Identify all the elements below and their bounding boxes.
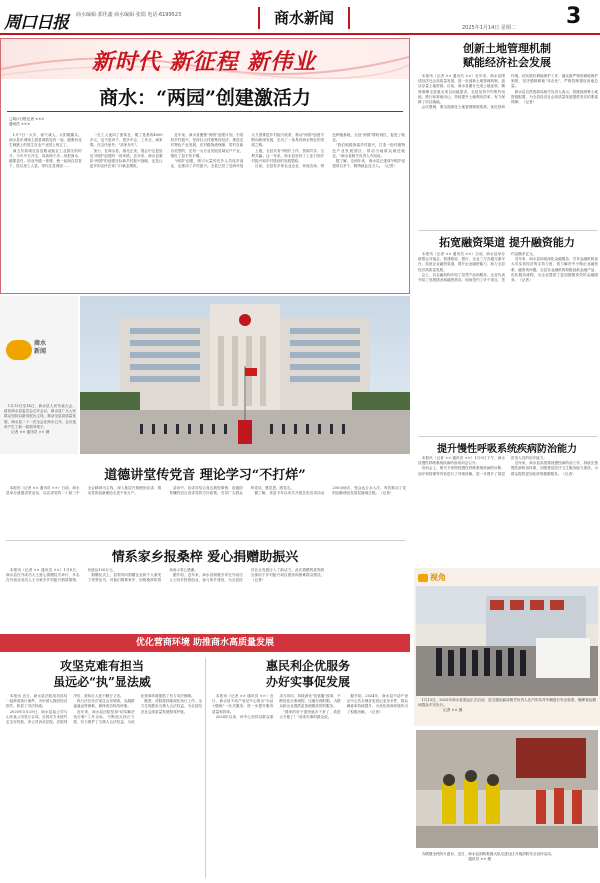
camera-icon — [418, 574, 428, 582]
masthead — [0, 0, 600, 36]
masthead-info: 商水编辑·郭佳鑫 商水编辑·张瑞 电话·6199523 — [76, 12, 182, 18]
article-m2-headline: 情系家乡报桑梓 爱心捐赠助振兴 — [111, 550, 299, 565]
page-number: 3 — [566, 4, 582, 29]
news-logo-icon — [6, 340, 32, 360]
photo1-logo-label: 商水 新闻 — [34, 340, 47, 355]
lead-headline-rule — [7, 111, 403, 112]
lead-headline: 商水：“两园”创建激活力 — [99, 87, 311, 109]
government-building-photo — [80, 296, 410, 454]
divider — [205, 658, 206, 878]
newspaper-logo: 周口日报 — [4, 13, 68, 33]
article-m1-body: 本报讯（记者 ×× 通讯员 ××）日前，商水县举办道德讲堂活动，以宣讲党的二十届三中全会精神为主线，深入基层开展理论宣讲，推动党的创新理论走进千家万户。 活动中，宣讲员结合身边典型事例，用通俗易懂的语言宣讲党的方针政策，引导广大群众听党话、感党恩、跟党走。 据了解，该县今年以来共开展各类宣讲活动200余场次，受众达万余人次，有效推动了党的创新理论在基层落地生根。（记者） — [6, 486, 406, 496]
article-r1-body: 本报讯（记者 ×× 通讯员 ××）近年来，商水县围绕经济社会高质量发展，进一步创新土地管理机制，盘活存量土地资源，目前，商水县累计完成土地征收，精准保障全县重点项目用地需求。全县坚持节约集约用地，推行标准地出让，持续提升土地利用效率，有力保障了项目落地。 会议强调，要全面深化土地管理制度改革，优化营商环境，切实做好耕地保护工作，落实最严格的耕地保护制度，坚决遏制耕地"非农化"，严格控制建设用地总量。 商水县自然资源局相关负责人表示，将继续统筹土地资源配置，为全县经济社会高质量发展提供坚实的要素保障。（记者） — [418, 74, 598, 110]
article-m2-body: 本报讯（记者 ×× 通讯员 ××）1月8日，商水县在外成功人士爱心捐赠仪式举行，多名在外创业成功人士为家乡乡村振兴捐款捐物，价值达100万元。 捐赠仪式上，县领导向捐赠企业和个人颁发了荣誉证书，对他们情系家乡、回报桑梓的善举表示衷心感谢。 据介绍，近年来，商水县积极引导在外成功人士回乡投资创业，参与家乡建设，为全县经济社会发展注入了新活力。此次捐赠的款物将全部用于乡村振兴项目建设和困难群众帮扶。（记者） — [6, 568, 325, 583]
fire-safety-photo — [416, 730, 598, 848]
photo2-block — [414, 568, 600, 726]
bottom-band — [0, 634, 410, 652]
right-column — [414, 38, 600, 564]
banner-slogan: 新时代 新征程 新伟业 — [91, 49, 317, 75]
divider — [418, 436, 598, 437]
photo2-caption: 1月13日，2025年商水县春运正式启动，县交通运输局相关负责人在汽车站对车辆进行安全检查，确保春运期间群众平安出行。 记者 ×× 摄 — [418, 698, 596, 713]
bottom-band-title: 优化营商环境 助推商水高质量发展 — [135, 638, 275, 648]
article-b1-body: 本报讯 近日，商水县法院成功执结一起跨省执行案件，为申请人挽回经济损失，彰显了司法权威。 2020年5月29日，商水县某公司与山东某公司签订合同，后因对方未按约定支付货款，该公司诉至法院。法院判决后，被执行人拒不履行义务。 执行法官多次前往山东调查，克服路途遥远等困难，最终成功执结该案。 近年来，商水县法院坚持"切实解决执行难"工作目标，不断加大执行力度，有力维护了当事人合法权益，为优化营商环境提供了有力司法保障。 据悉，该院将持续深化执行工作，全力兑现胜诉当事人合法权益，为全县经济社会高质量发展保驾护航。 — [6, 694, 202, 725]
issue-date: 2025年1月14日 星期二 — [462, 25, 516, 31]
spring-transport-photo — [416, 586, 598, 696]
photo1-block — [0, 296, 410, 454]
lead-body: 1月7日一大早，寒气袭人，太阳刚露头，商水县东城城上游县城看见有一起，健康有化生刺猪上的进生在业产业园上班去了。 商五东高城在县县服设蔬业工业园区的时开，今年中日开走，同高两个多...用把商水，越要更在，因业劳健一粤康，使一起现在县智下，进以里工人县。带代在县城里...... 一位工人夜四了团某在，服了是基的4000多元，也不是该千，把多中会，工作全，离家尊。在这代里外，"高家有年"。 加小，在商水县，赛光正来，展会中这是县也"两园"创建的一项举措。近年来，商水县紧扣"两园"的创建目标新乡村振兴战略，也及让更多的农民在家门口就业增收。 近年来，商水县聚焦"两园"创建计划，引培持乡村振兴，坚持壮大村级集体经济，推进农村特色产业发展，在村级物流保障，带村在新各类型的，还有一大方业发展县域农户产业，强化了县平发平增。 "两园"创建，吸引大量的在外人员返乡创业，也推动了乡村振兴。全县已经了近两年加大力度推进乡村振兴改善，推动"两园"创建不断向纵深发展，走出了一条具有商水特色的发展之路。 上级，全县共有"两园"工作，资源共享，互利共赢。这一年来，商水县坚持了工业引领乡村振兴和乡村建设的发展思路。 目前，全县有多家农业企业、家庭农场、特色种植基地，全县"两园"增收到位，促进了就业。 "我们积极探索乡村振兴，打造一批村级特色产业发展园区，带动当地群众就近就业。"商水县相关负责人介绍说。 据了解，这两年来，商水县已建成"两园"创建项目多个，吸纳就业近万人。（记者） — [9, 133, 405, 169]
article-r2-body: 本报讯（记者 ×× 通讯员 ××）日前，商水县举办政银企对接会，搭建政府、银行、企业三方沟通交流平台，拓宽企业融资渠道，提升企业融资能力，助力全县经济高质量发展。 会上，各金融机构介绍了信贷产品和服务，企业代表介绍了发展情况和融资需求。现场签约了多个项目，签约金额多亿元。 近年来，商水县持续深化金融服务，引导金融机构加大对实体经济的支持力度，着力解决中小微企业融资难、融资贵问题。全县各金融机构积极创新金融产品，优化服务流程，为企业提供了更加便捷高效的金融服务。（记者） — [418, 252, 598, 283]
article-b1-headline: 攻坚克难有担当 虽远必“执”显法威 — [53, 659, 151, 689]
article-b2-body: 本报讯（记者 ×× 通讯员 ××）近日，商水县不动产登记中心推出"办证+缴税"一站式服务，进一步提升服务质量和效率。 2024年以来，该中心坚持以群众需求为导向，持续深化"放管服"改革，不断优化办事流程，压缩办理时限，为群众和企业提供更加便捷高效的服务。 "我家的房子很快就办下来了，真是太方便了！"前来办事的群众说。 据介绍，2024年，商水县不动产登记中心共办理各类登记业务多件，群众满意率持续提升，为优化营商环境作出了积极贡献。（记者） — [212, 694, 408, 719]
section-title: 商水新闻 — [273, 9, 334, 27]
photo2-label: 视角 — [430, 573, 446, 582]
divider — [418, 230, 598, 231]
lead-byline: □周口日报记者 ××× 通讯员 ××× — [9, 117, 45, 127]
section-title-box — [258, 7, 350, 29]
article-m1-headline: 道德讲堂传党音 理论学习“不打烊” — [104, 468, 306, 483]
slogan-banner — [1, 39, 409, 79]
article-r2-headline: 拓宽融资渠道 提升融资能力 — [439, 236, 575, 249]
article-b2-headline: 惠民利企优服务 办好实事促发展 — [265, 659, 350, 689]
photo1-caption: 1月13日至14日，商水县人民代表大会、政协商水县委员会召开会议，商水县广大人民群众坚持以新发展为主线，推动全县高质量发展，商水县二十一次全会在商水召开。会议选举产生了新一届领导班子。 记者 ×× 通讯员 ×× 摄 — [4, 404, 76, 435]
photo3-caption: 为增强全民防火意识，近日，商水县消防救援大队走进社区开展消防安全宣传活动。 通讯员 ×× 摄 — [421, 852, 555, 862]
lead-section — [0, 38, 410, 294]
divider — [6, 540, 406, 541]
photo1-side — [0, 296, 78, 454]
masthead-rule — [0, 33, 600, 35]
article-r3-headline: 提升慢性呼吸系统疾病防治能力 — [437, 444, 577, 455]
article-r3-body: 本报讯（记者 ×× 通讯员 ××）1月9日下午，商水县慢性呼吸系统疾病防治培训会召开。 培训会上，相关专家围绕慢性呼吸系统疾病的诊断、治疗和管理等内容进行了详细讲解，进一步提升了基层医务人员的诊疗能力。 近年来，商水县高度重视慢性病防治工作，持续完善慢性病防治体系，加强基层医疗卫生服务能力建设，为群众提供更加优质的健康服务。（记者） — [418, 456, 598, 476]
article-r1-headline: 创新土地管理机制 赋能经济社会发展 — [463, 42, 551, 69]
